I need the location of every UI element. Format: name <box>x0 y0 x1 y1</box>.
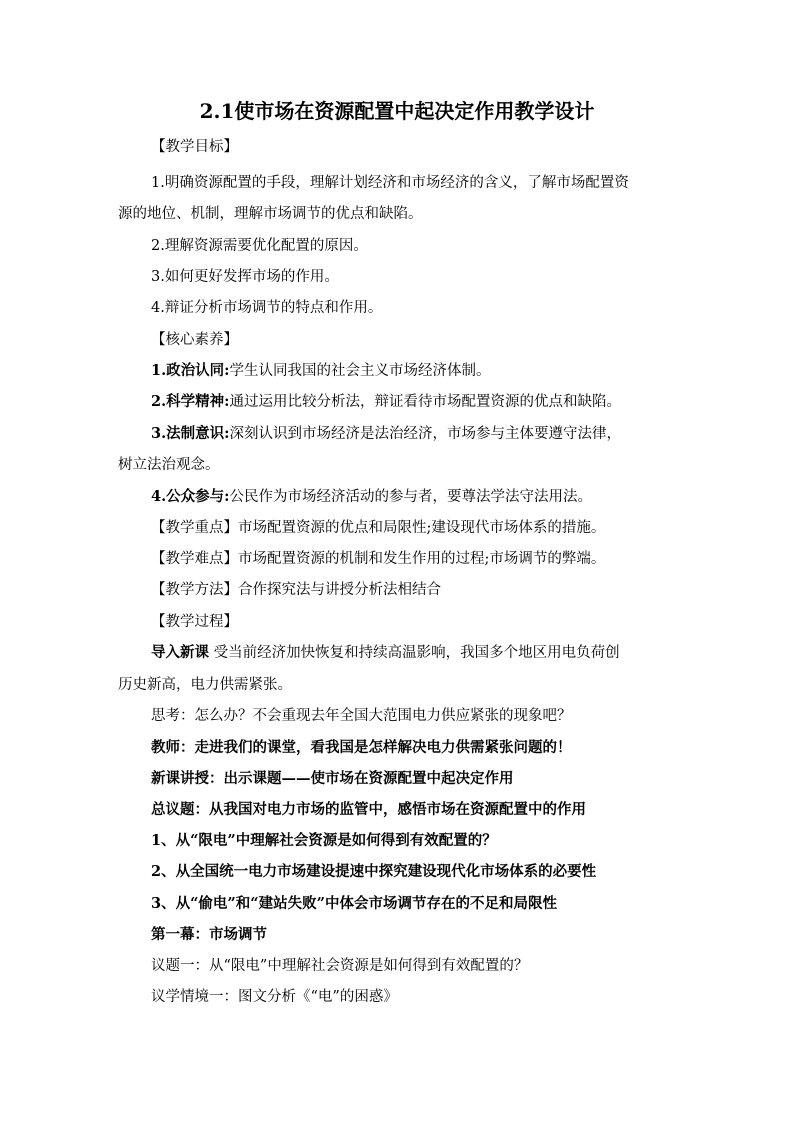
difficulties-text: 市场配置资源的机制和发生作用的过程;市场调节的弊端。 <box>238 551 606 567</box>
key-points-label: 【教学重点】 <box>151 520 238 536</box>
subtopic-1: 1、从“限电”中理解社会资源是如何得到有效配置的？ <box>151 832 497 849</box>
difficulties-label: 【教学难点】 <box>151 551 238 567</box>
literacy-item-4 <box>151 486 592 508</box>
key-points-text: 市场配置资源的优点和局限性;建设现代市场体系的措施。 <box>238 520 606 536</box>
difficulties <box>151 548 605 570</box>
literacy-item-2 <box>151 391 621 413</box>
topic-one: 议题一：从“限电”中理解社会资源是如何得到有效配置的？ <box>151 958 529 974</box>
subtopic-3: 3、从“偷电”和“建站失败”中体会市场调节存在的不足和局限性 <box>151 895 557 912</box>
literacy-label: 4.公众参与: <box>151 488 230 505</box>
teacher-line: 教师：走进我们的课堂，看我国是怎样解决电力供需紧张问题的！ <box>151 739 572 756</box>
objective-1a: 1.明确资源配置的手段，理解计划经济和市场经济的含义，了解市场配置资 <box>151 175 629 191</box>
objective-2: 2.理解资源需要优化配置的原因。 <box>151 238 368 254</box>
literacy-text: 学生认同我国的社会主义市场经济体制。 <box>229 363 491 379</box>
overall-topic: 总议题：从我国对电力市场的监管中，感悟市场在资源配置中的作用 <box>151 801 586 818</box>
literacy-item-1 <box>151 360 491 382</box>
act-one-heading: 第一幕：市场调节 <box>151 926 267 943</box>
literacy-heading: 【核心素养】 <box>151 332 238 348</box>
literacy-item-3 <box>151 423 621 445</box>
literacy-text: 公民作为市场经济活动的参与者，要尊法学法守法用法。 <box>229 489 592 505</box>
think-question: 思考：怎么办？不会重现去年全国大范围电力供应紧张的现象吧？ <box>151 708 572 724</box>
intro-text: 受当前经济加快恢复和持续高温影响，我国多个地区用电负荷创 <box>209 645 620 661</box>
methods-text: 合作探究法与讲授分析法相结合 <box>238 582 441 598</box>
key-points <box>151 517 605 539</box>
literacy-text: 通过运用比较分析法，辩证看待市场配置资源的优点和缺陷。 <box>229 394 621 410</box>
methods-label: 【教学方法】 <box>151 582 238 598</box>
intro-line-1 <box>151 642 620 664</box>
intro-label: 导入新课 <box>151 644 209 661</box>
literacy-text: 深刻认识到市场经济是法治经济，市场参与主体要遵守法律， <box>229 426 621 442</box>
new-lesson-line: 新课讲授：出示课题——使市场在资源配置中起决定作用 <box>151 770 514 787</box>
document-title: 2.1使市场在资源配置中起决定作用教学设计 <box>199 99 595 123</box>
objective-1b: 源的地位、机制，理解市场调节的优点和缺陷。 <box>118 206 423 222</box>
literacy-label: 1.政治认同: <box>151 362 230 379</box>
methods <box>151 579 441 601</box>
objective-4: 4.辩证分析市场调节的特点和作用。 <box>151 300 383 316</box>
literacy-label: 3.法制意识: <box>151 425 230 442</box>
literacy-item-3-cont: 树立法治观念。 <box>118 457 220 473</box>
objectives-heading: 【教学目标】 <box>151 139 238 155</box>
intro-line-2: 历史新高，电力供需紧张。 <box>118 677 292 693</box>
scenario-one: 议学情境一：图文分析《“电”的困惑》 <box>151 989 398 1005</box>
subtopic-2: 2、从全国统一电力市场建设提速中探究建设现代化市场体系的必要性 <box>151 863 597 880</box>
literacy-label: 2.科学精神: <box>151 393 230 410</box>
objective-3: 3.如何更好发挥市场的作用。 <box>151 269 339 285</box>
process-heading: 【教学过程】 <box>151 614 238 630</box>
